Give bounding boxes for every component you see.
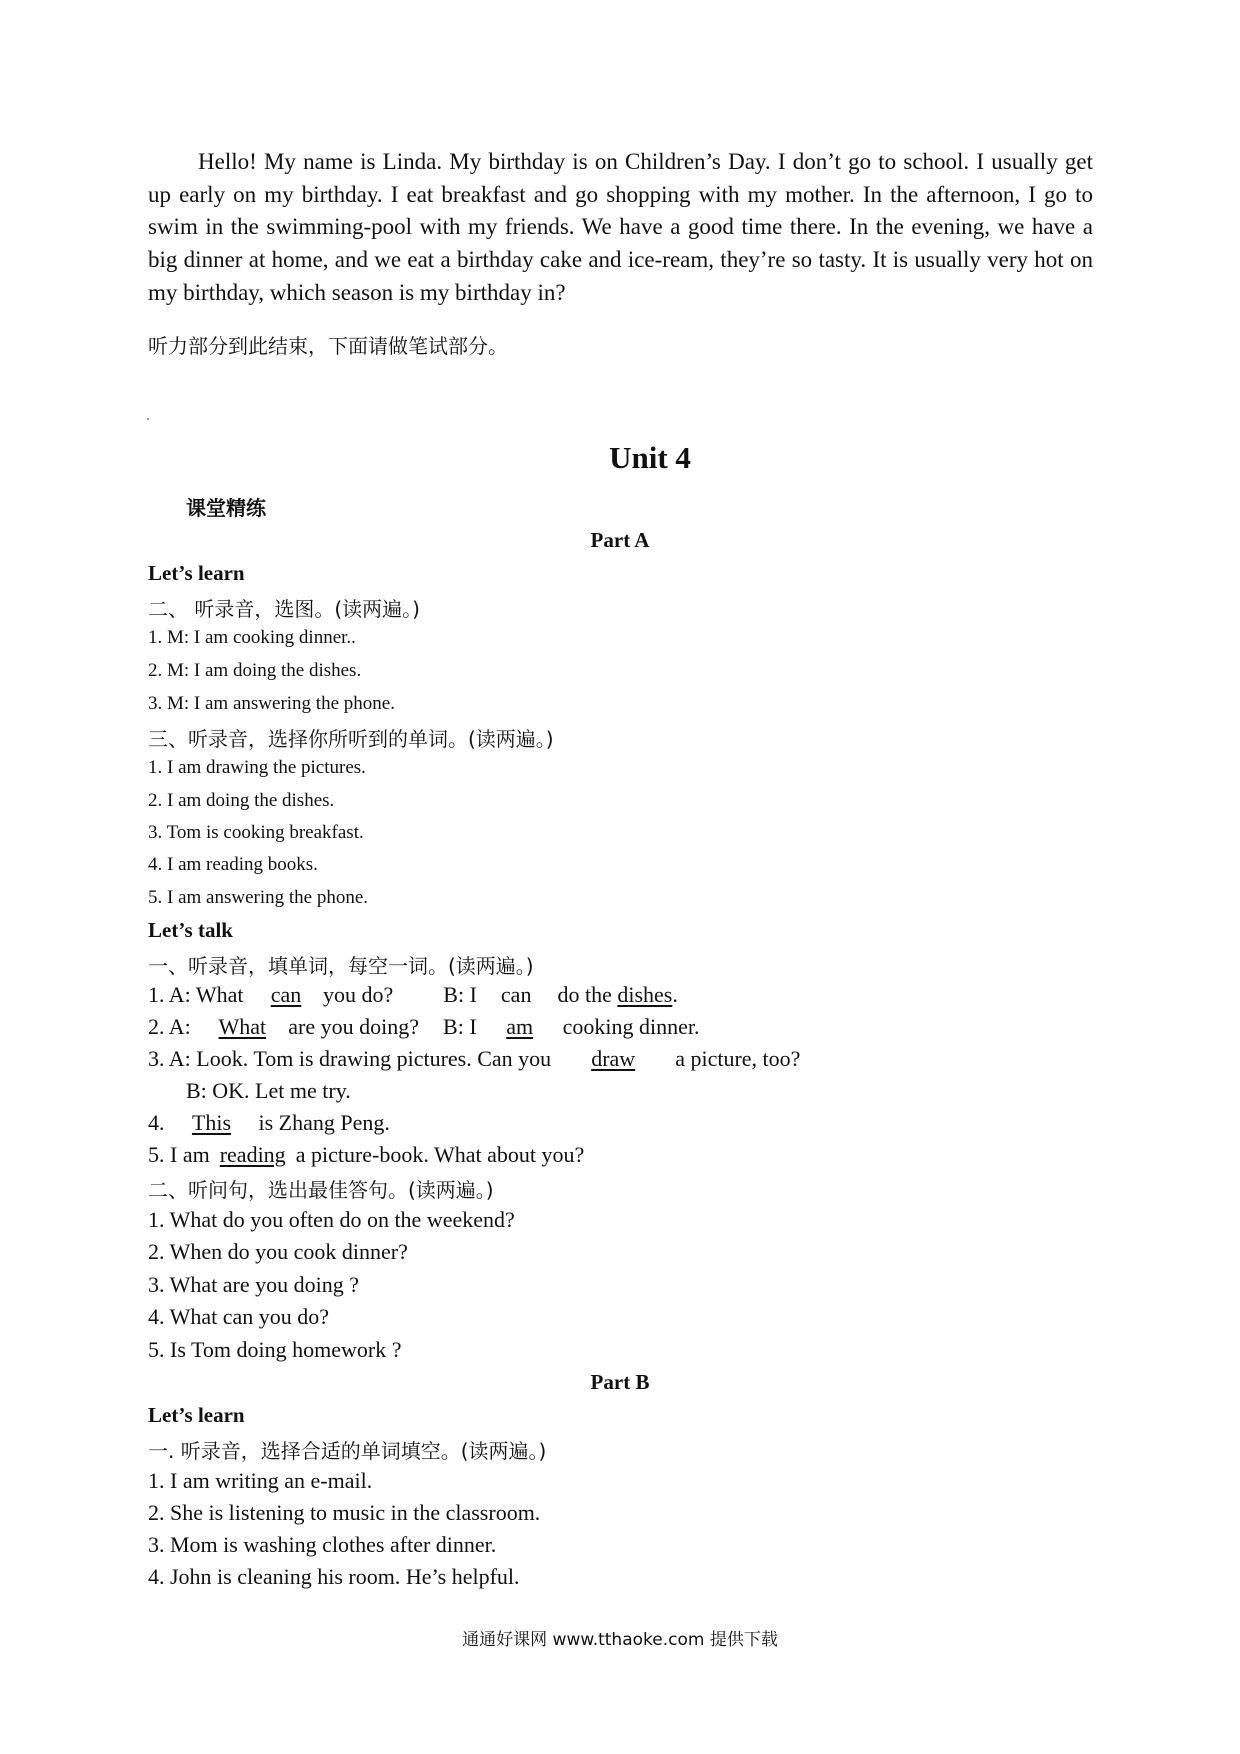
- part-b-title: Part B: [590, 1370, 650, 1394]
- list-item: 5. Is Tom doing homework ?: [148, 1337, 402, 1362]
- listening-end-note: 听力部分到此结束，下面请做笔试部分。: [148, 334, 508, 358]
- lets-learn-heading: Let’s learn: [148, 561, 245, 585]
- list-item: 3. M: I am answering the phone.: [148, 693, 395, 714]
- list-item: 1. I am writing an e-mail.: [148, 1468, 373, 1493]
- list-item: 4. I am reading books.: [148, 854, 318, 875]
- list-item: 1. What do you often do on the weekend?: [148, 1207, 515, 1232]
- list-item: 2. I am doing the dishes.: [148, 790, 335, 811]
- answer-blank: What: [218, 1014, 267, 1039]
- exercise-title: 一、听录音，填单词，每空一词。(读两遍。): [148, 954, 534, 978]
- list-item: 5. I am answering the phone.: [148, 887, 369, 908]
- unit-title: Unit 4: [609, 440, 691, 475]
- list-item: 1. M: I am cooking dinner..: [148, 627, 356, 648]
- list-item: 1. I am drawing the pictures.: [148, 757, 366, 778]
- fill-in-question-5: 5. I am reading a picture-book. What about you?: [148, 1142, 585, 1167]
- lets-learn-heading: Let’s learn: [148, 1403, 245, 1427]
- list-item: 4. What can you do?: [148, 1304, 330, 1329]
- list-item: 2. M: I am doing the dishes.: [148, 660, 362, 681]
- list-item: 3. What are you doing ?: [148, 1272, 359, 1297]
- footer-text: 通通好课网 www.tthaoke.com 提供下载: [462, 1630, 778, 1650]
- lets-talk-heading: Let’s talk: [148, 918, 233, 942]
- dialogue-reply: B: OK. Let me try.: [186, 1078, 351, 1103]
- list-item: 4. John is cleaning his room. He’s helpful.: [148, 1564, 520, 1589]
- stray-mark: [147, 418, 149, 420]
- exercise-title: 三、听录音，选择你所听到的单词。(读两遍。): [148, 727, 554, 751]
- answer-blank: can: [270, 982, 302, 1007]
- fill-in-question-4: 4. This is Zhang Peng.: [148, 1110, 390, 1135]
- exercise-title: 二、 听录音，选图。(读两遍。): [148, 597, 420, 621]
- part-a-title: Part A: [590, 528, 650, 552]
- fill-in-question-3: 3. A: Look. Tom is drawing pictures. Can you draw a picture, too?: [148, 1046, 801, 1071]
- exercise-title: 一. 听录音，选择合适的单词填空。(读两遍。): [148, 1439, 547, 1463]
- list-item: 2. When do you cook dinner?: [148, 1239, 408, 1264]
- fill-in-question-2: 2. A: What are you doing? B: I am cooking dinner.: [148, 1014, 700, 1039]
- list-item: 2. She is listening to music in the classroom.: [148, 1500, 541, 1525]
- answer-blank: draw: [591, 1046, 636, 1071]
- answer-blank: am: [506, 1014, 534, 1039]
- list-item: 3. Mom is washing clothes after dinner.: [148, 1532, 497, 1557]
- list-item: 3. Tom is cooking breakfast.: [148, 822, 364, 843]
- exercise-title: 二、听问句，选出最佳答句。(读两遍。): [148, 1178, 494, 1202]
- intro-paragraph: Hello! My name is Linda. My birthday is on Children’s Day. I don’t go to school. I usually get up early on my birthday. I eat breakfast and go shopping with my mother. In the afternoon, I go to swim in the swimming-pool with my friends. We have a good time there. In the evening, we have a big dinner at home, and we eat a birthday cake and ice-ream, they’re so tasty. It is usually very hot on my birthday, which season is my birthday in?: [148, 149, 1093, 305]
- answer-blank: reading: [219, 1142, 286, 1167]
- fill-in-question-1: 1. A: What can you do? B: I can do the dishes.: [148, 982, 678, 1007]
- answer-blank: This: [191, 1110, 232, 1135]
- section-title: 课堂精练: [186, 496, 266, 520]
